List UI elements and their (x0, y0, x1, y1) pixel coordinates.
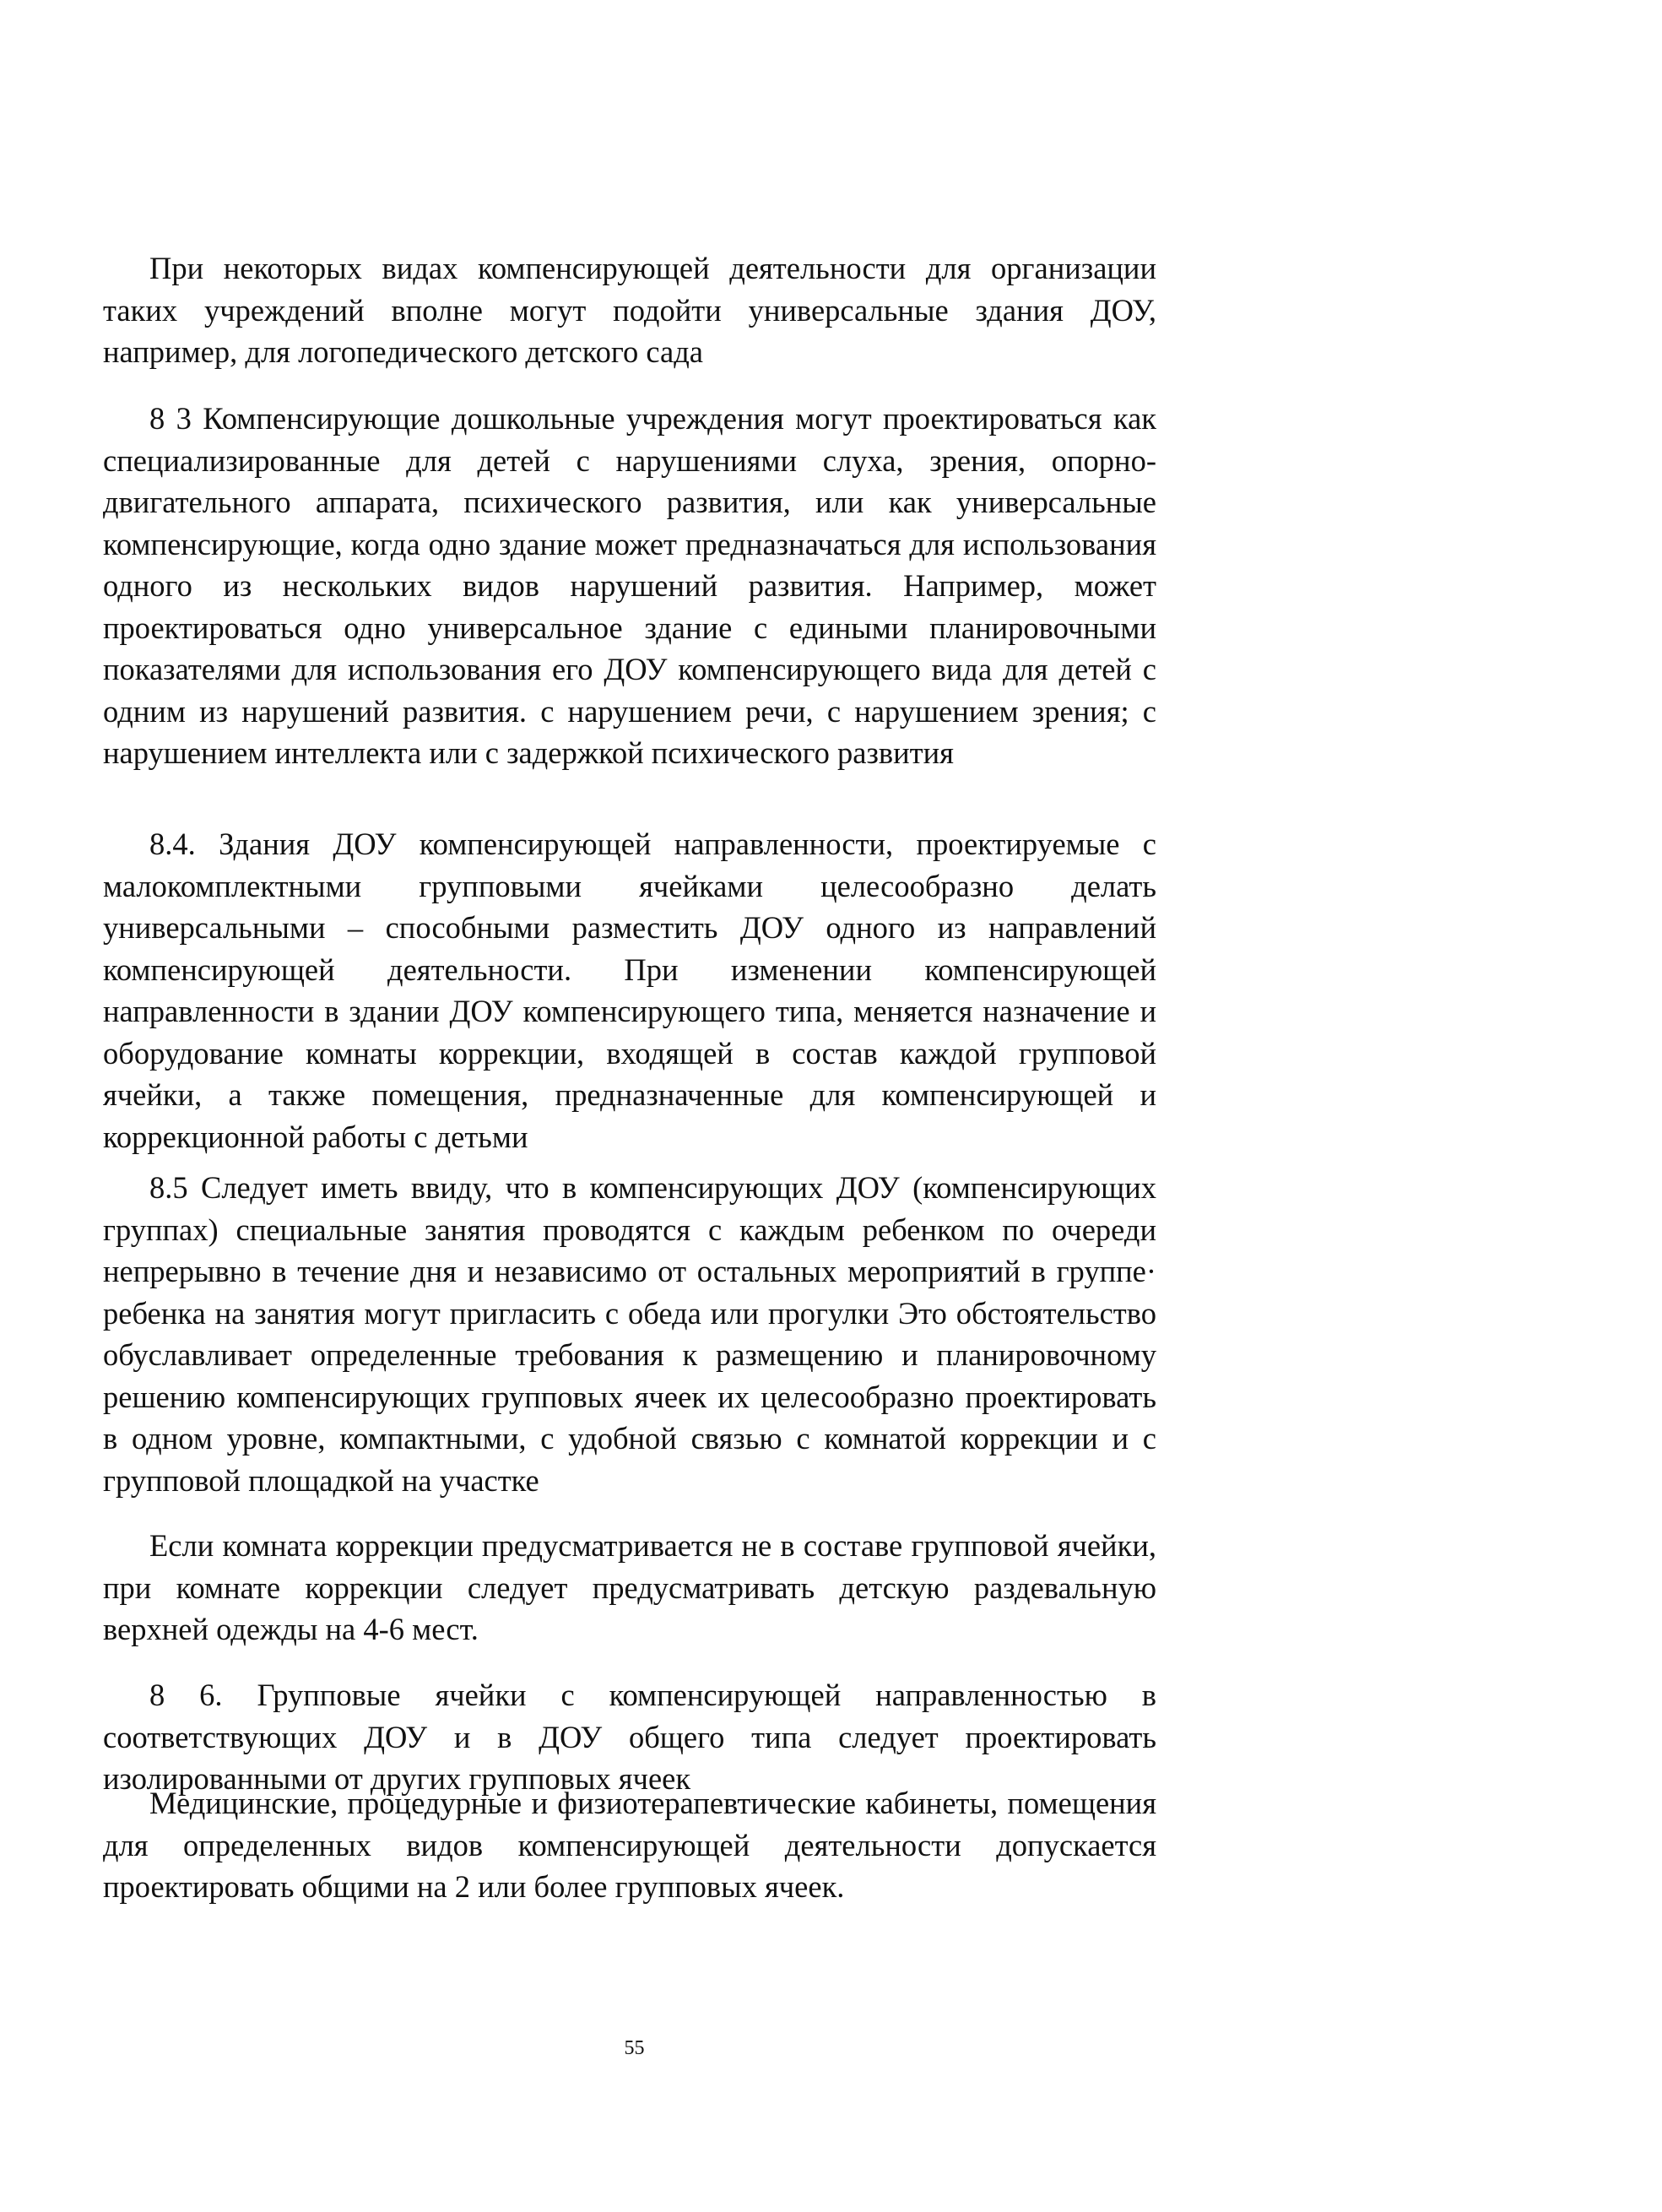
page-number: 55 (624, 2037, 645, 2059)
paragraph-8-5: 8.5 Следует иметь ввиду, что в компенсирующих ДОУ (компенсирующих группах) специальные занятия проводятся с каждым ребенком по очереди непрерывно в течение дня и независимо от остальных мероприятий в группе· ребенка на занятия могут пригласить с обеда или прогулки Это обстоятельство обуславливает определенные требования к размещению и планировочному решению компенсирующих групповых ячеек их целесообразно проектировать в одном уровне, компактными, с удобной связью с комнатой коррекции и с групповой площадкой на участке (103, 1170, 1156, 1498)
paragraph-medical-rooms: Медицинские, процедурные и физиотерапевтические кабинеты, помещения для определенных видов компенсирующей деятельности допускается проектировать общими на 2 или более групповых ячеек. (103, 1786, 1156, 1904)
paragraph-8-4: 8.4. Здания ДОУ компенсирующей направленности, проектируемые с малокомплектными групповыми ячейками целесообразно делать универсальными – способными разместить ДОУ одного из направлений компенсирующей деятельности. При изменении компенсирующей направленности в здании ДОУ компенсирующего типа, меняется назначение и оборудование комнаты коррекции, входящей в состав каждой групповой ячейки, а также помещения, предназначенные для компенсирующей и коррекционной работы с детьми (103, 827, 1156, 1154)
paragraph-8-3: 8 3 Компенсирующие дошкольные учреждения могут проектироваться как специализированные для детей с нарушениями слуха, зрения, опорно-двигательного аппарата, психического развития, или как универсальные компенсирующие, когда одно здание может предназначаться для использования одного из нескольких видов нарушений развития. Например, может проектироваться одно универсальное здание с едиными планировочными показателями для использования его ДОУ компенсирующего вида для детей с одним из нарушений развития. с нарушением речи, с нарушением зрения; с нарушением интеллекта или с задержкой психического развития (103, 401, 1156, 770)
paragraph-correction-room: Если комната коррекции предусматривается не в составе групповой ячейки, при комнате коррекции следует предусматривать детскую раздевальную верхней одежды на 4-6 мест. (103, 1528, 1156, 1646)
paragraph-8-6: 8 6. Групповые ячейки с компенсирующей направленностью в соответствующих ДОУ и в ДОУ общего типа следует проектировать изолированными от других групповых ячеек (103, 1678, 1156, 1796)
paragraph-intro: При некоторых видах компенсирующей деятельности для организации таких учреждений вполне могут подойти универсальные здания ДОУ, например, для логопедического детского сада (103, 251, 1156, 369)
